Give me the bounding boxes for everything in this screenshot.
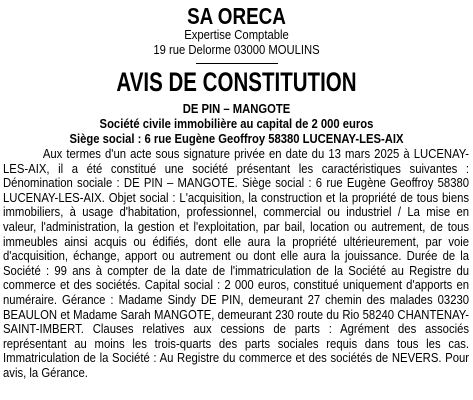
firm-address: 19 rue Delorme 03000 MOULINS — [153, 43, 320, 57]
divider — [196, 63, 278, 64]
registered-office: Siège social : 6 rue Eugène Geoffroy 58380 LUCENAY-LES-AIX — [69, 132, 404, 146]
firm-activity: Expertise Comptable — [184, 28, 289, 42]
notice-body-text: Aux termes d'un acte sous signature privée en date du 13 mars 2025 à LUCENAY-LES-AIX, il a été constitué une société présentant les caractéristiques suivantes : Dénomination sociale : DE PIN – MANGOTE. Siège social : 6 rue Eugène Geoffroy 58380 LUCENAY-LES-AIX. Objet social : L'acquisition, la construction et la propriété de tous biens immobiliers, à usage d'habitation, professionnel, commercial ou industriel / La mise en valeur, l'administration, la gestion et l'exploitation, par bail, location ou autrement, de tous immeubles ainsi acquis ou édifiés, dont elle aura la propriété ultérieurement, par voie d'acquisition, échange, apport ou autrement ou dont elle aura la jouissance. Durée de la Société : 99 ans à compter de la date de l'immatriculation de la Société au Registre du commerce et des sociétés. Capital social : 2 000 euros, constitué uniquement d'apports en numéraire. Gérance : Madame Sindy DE PIN, demeurant 27 chemin des malades 03230 BEAULON et Madame Sarah MANGOTE, demeurant 230 route du Rio 58240 CHANTENAY-SAINT-IMBERT. Clauses relatives aux cessions de parts : Agrément des associés représentant au moins les trois-quarts des parts sociales requis dans tous les cas. Immatriculation de la Société : Au Registre du commerce et des sociétés de NEVERS. Pour avis, la Gérance. — [3, 147, 470, 380]
firm-name: SA ORECA — [187, 3, 286, 29]
company-type: Société civile immobilière au capital de 2 000 euros — [99, 117, 374, 131]
notice-title: AVIS DE CONSTITUTION — [116, 67, 357, 97]
company-names: DE PIN – MANGOTE — [182, 102, 291, 116]
notice-body — [3, 147, 469, 381]
